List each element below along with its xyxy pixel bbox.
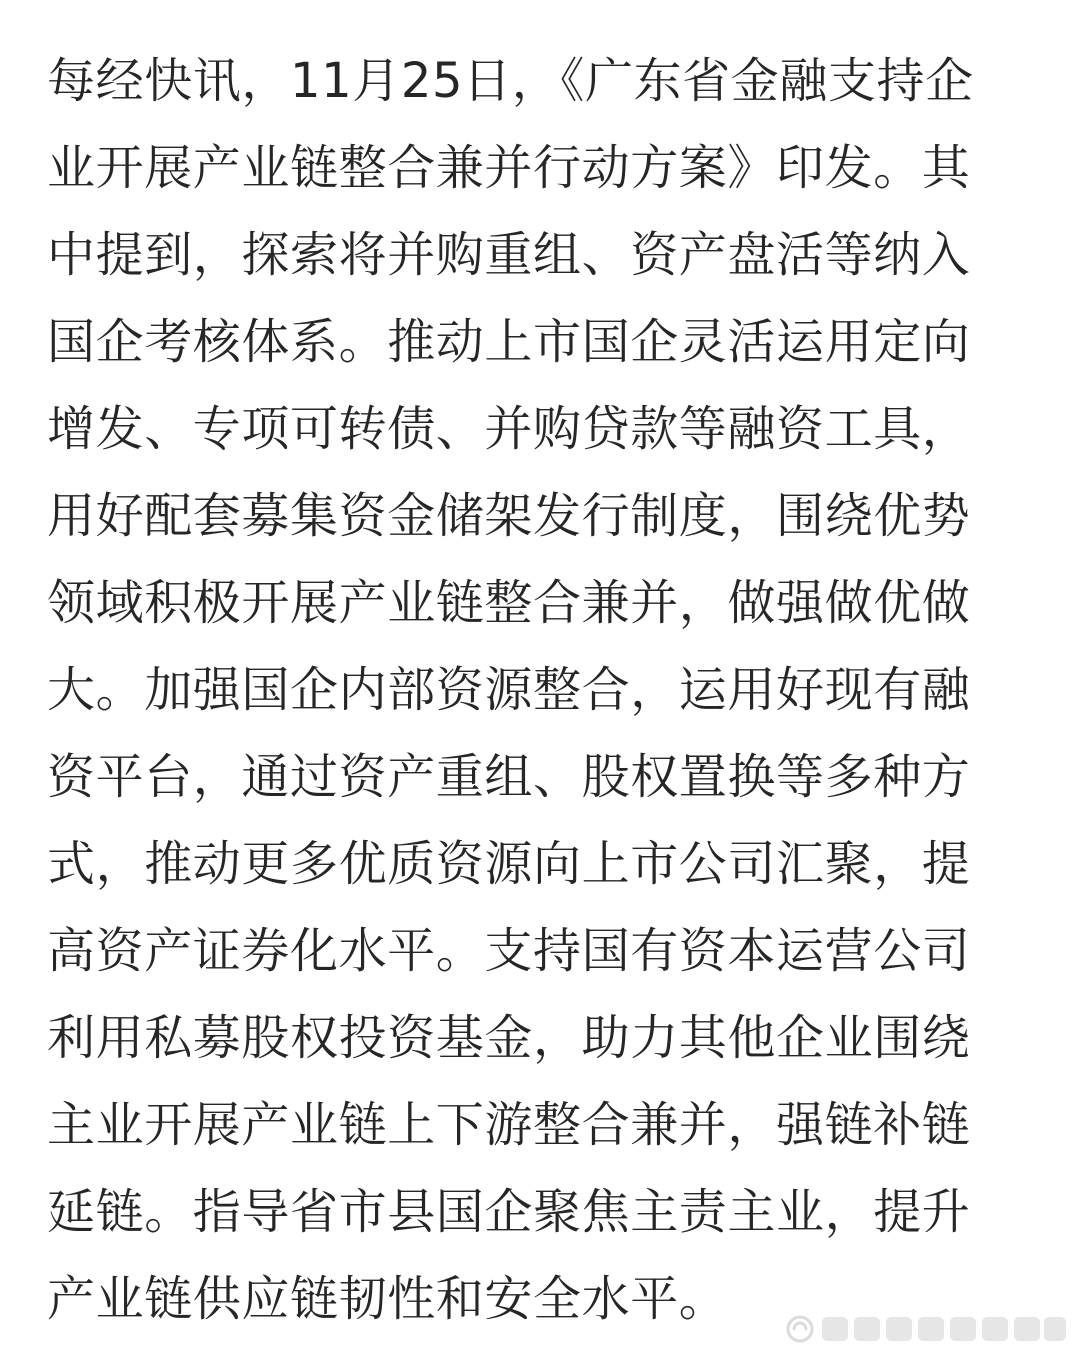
article-line: 中提到，探索将并购重组、资产盘活等纳入: [47, 227, 971, 283]
article-line: 利用私募股权投资基金，助力其他企业围绕: [47, 1010, 971, 1066]
article-line: 增发、专项可转债、并购贷款等融资工具，: [47, 401, 971, 457]
watermark: [780, 1307, 1070, 1351]
article-body: [47, 38, 1047, 1343]
article-line: 领域积极开展产业链整合兼并，做强做优做: [47, 575, 971, 631]
article-line: 式，推动更多优质资源向上市公司汇聚，提: [47, 836, 971, 892]
article-line: 资平台，通过资产重组、股权置换等多种方: [47, 749, 971, 805]
article-line: 业开展产业链整合兼并行动方案》印发。其: [47, 140, 971, 196]
article-line: 用好配套募集资金储架发行制度，围绕优势: [47, 488, 971, 544]
article-line: 每经快讯，11月25日，《广东省金融支持企: [47, 53, 974, 109]
weibo-watermark-logo-icon: [780, 1309, 1070, 1349]
article-line: 主业开展产业链上下游整合兼并，强链补链: [47, 1097, 971, 1153]
article-line: 国企考核体系。推动上市国企灵活运用定向: [47, 314, 971, 370]
article-line: 延链。指导省市县国企聚焦主责主业，提升: [47, 1184, 971, 1240]
article-line: 大。加强国企内部资源整合，运用好现有融: [47, 662, 971, 718]
article-line: 产业链供应链韧性和安全水平。: [47, 1271, 728, 1327]
article-line: 高资产证券化水平。支持国有资本运营公司: [47, 923, 971, 979]
